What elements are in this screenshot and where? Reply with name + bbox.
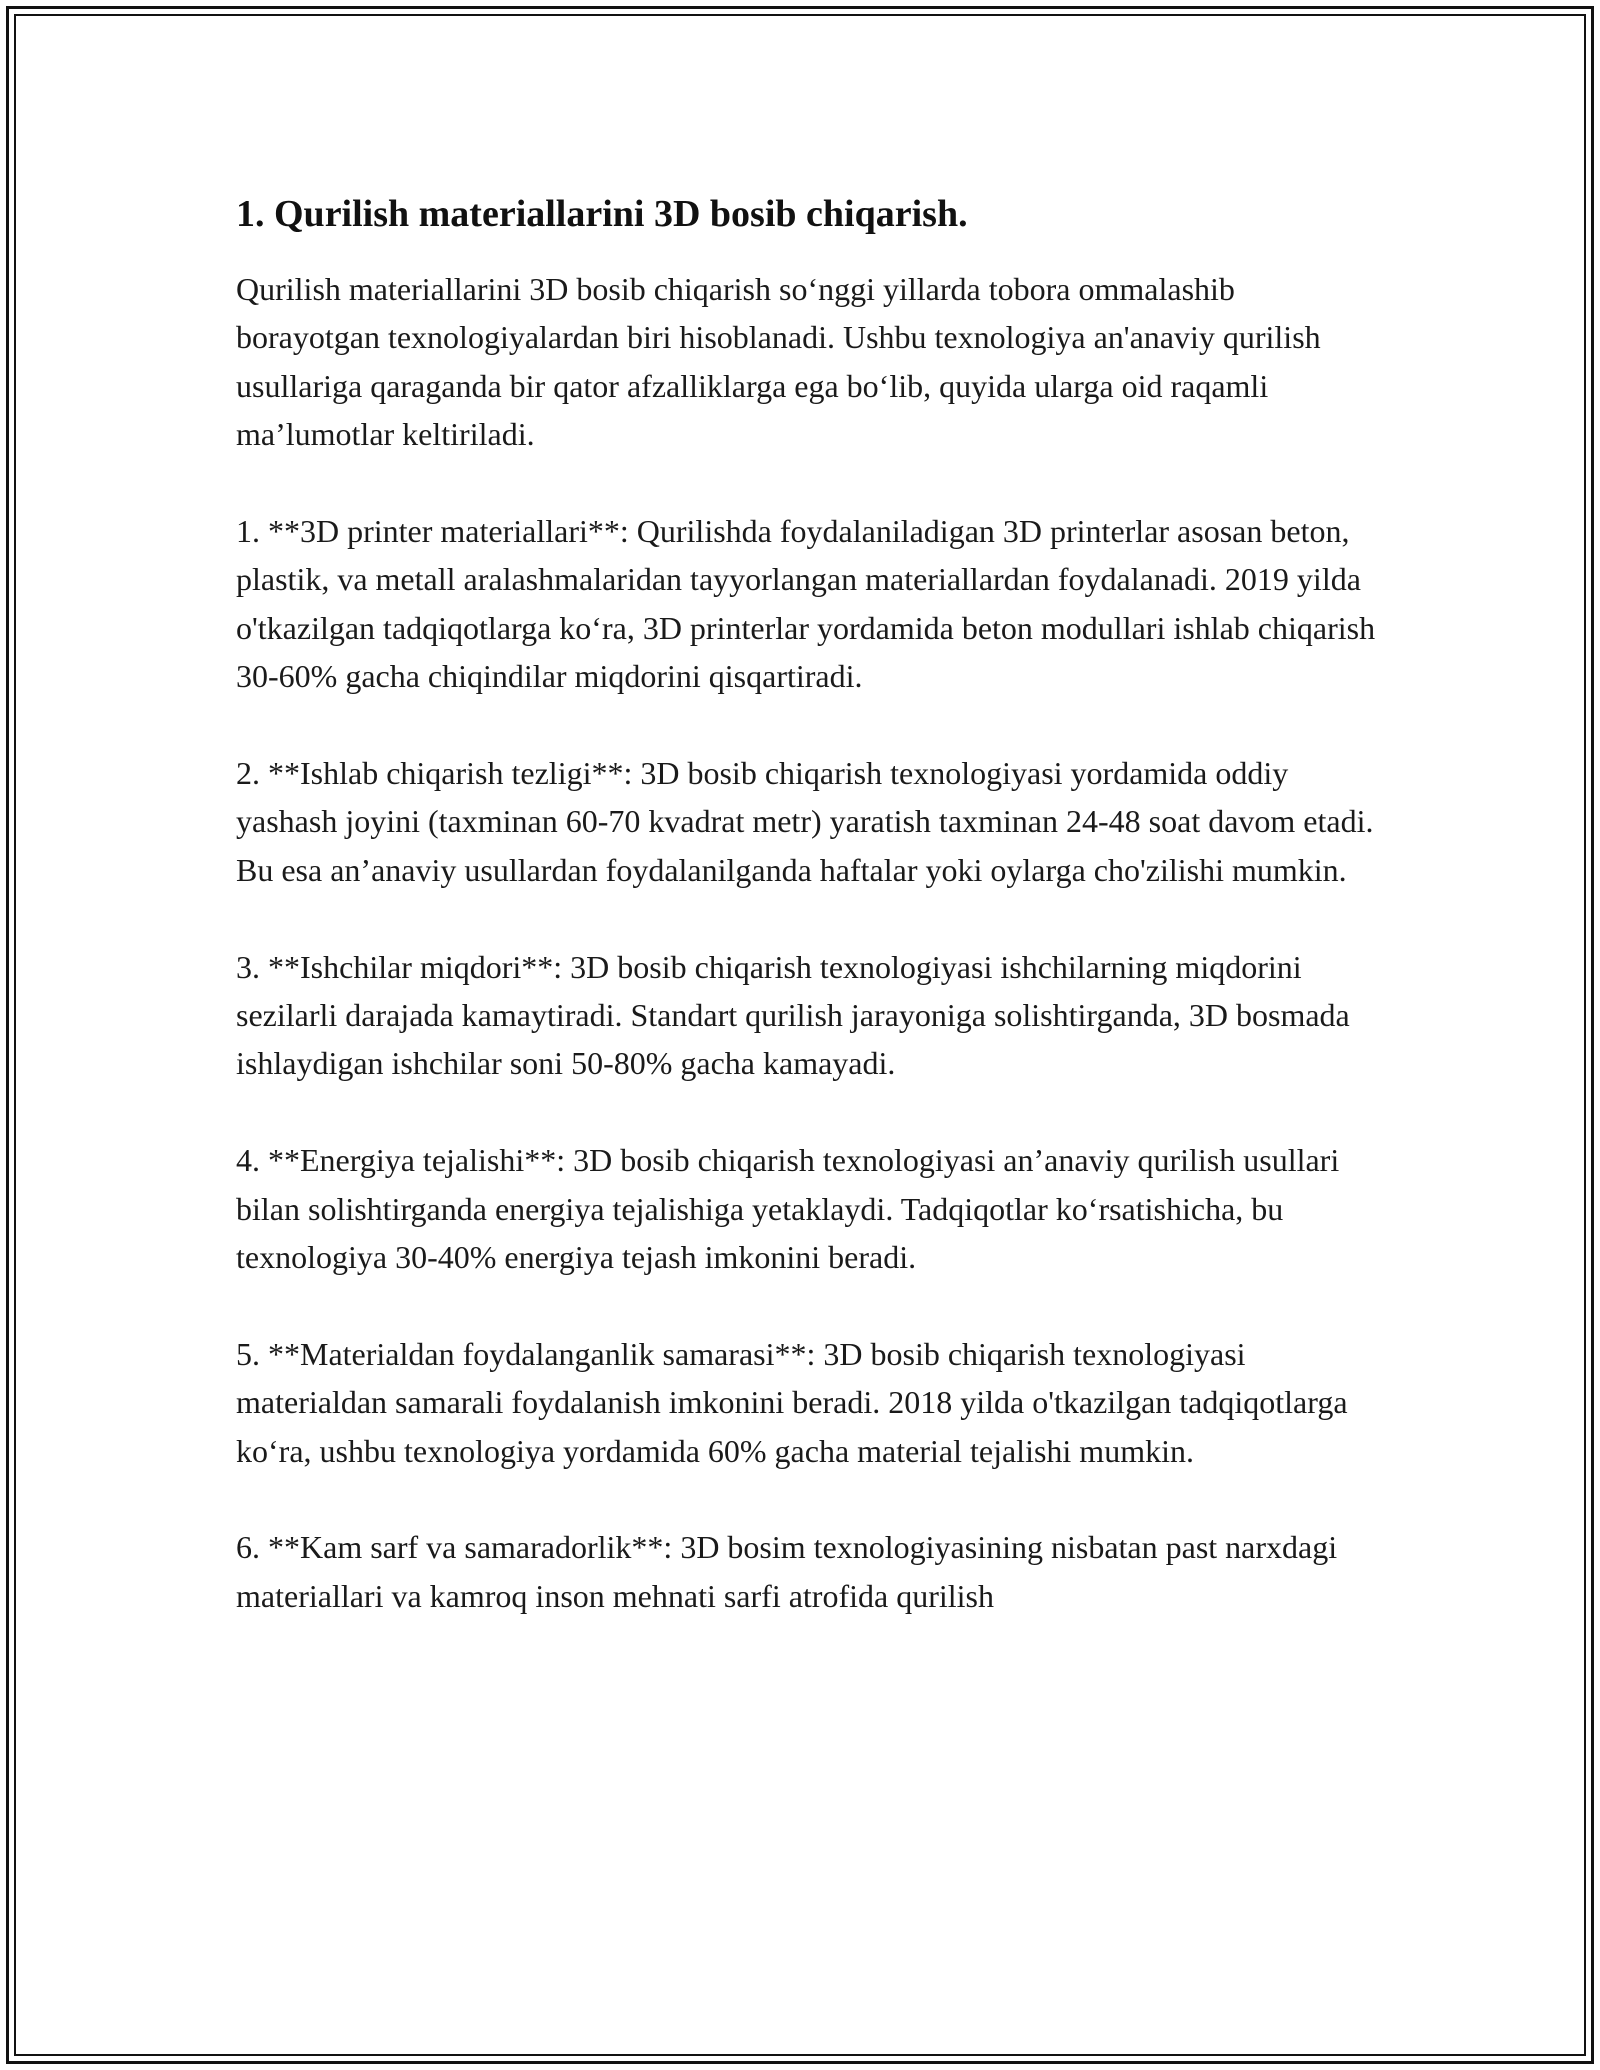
list-item-low-cost-efficiency: 6. **Kam sarf va samaradorlik**: 3D bosim texnologiyasining nisbatan past narxdagi materiallari va kamroq inson mehnati sarfi atrofida qurilish bbox=[236, 1529, 1338, 1614]
document-body bbox=[236, 190, 1376, 1620]
intro-paragraph: Qurilish materiallarini 3D bosib chiqarish so‘nggi yillarda tobora ommalashib borayotgan texnologiyalardan biri hisoblanadi. Ushbu texnologiya an'anaviy qurilish usullariga qaraganda bir qator afzalliklarga ega bo‘lib, quyida ularga oid raqamli ma’lumotlar keltiriladi. bbox=[236, 271, 1321, 453]
list-item-material-efficiency: 5. **Materialdan foydalanganlik samarasi**: 3D bosib chiqarish texnologiyasi materialdan samarali foydalanish imkonini beradi. 2018 yilda o'tkazilgan tadqiqotlarga ko‘ra, ushbu texnologiya yordamida 60% gacha material tejalishi mumkin. bbox=[236, 1335, 1348, 1469]
list-item-energy-saving: 4. **Energiya tejalishi**: 3D bosib chiqarish texnologiyasi an’anaviy qurilish usullari bilan solishtirganda energiya tejalishiga yetaklaydi. Tadqiqotlar ko‘rsatishicha, bu texnologiya 30-40% energiya tejash imkonini beradi. bbox=[236, 1142, 1340, 1276]
section-heading: 1. Qurilish materiallarini 3D bosib chiqarish. bbox=[236, 193, 968, 235]
list-item-printer-materials: 1. **3D printer materiallari**: Qurilishda foydalaniladigan 3D printerlar asosan beton, plastik, va metall aralashmalaridan tayyorlangan materiallardan foydalanadi. 2019 yilda o'tkazilgan tadqiqotlarga ko‘ra, 3D printerlar yordamida beton modullari ishlab chiqarish 30-60% gacha chiqindilar miqdorini qisqartiradi. bbox=[236, 513, 1376, 695]
list-item-production-speed: 2. **Ishlab chiqarish tezligi**: 3D bosib chiqarish texnologiyasi yordamida oddiy yashash joyini (taxminan 60-70 kvadrat metr) yaratish taxminan 24-48 soat davom etadi. Bu esa an’anaviy usullardan foydalanilganda haftalar yoki oylarga cho'zilishi mumkin. bbox=[236, 755, 1374, 888]
list-item-worker-count: 3. **Ishchilar miqdori**: 3D bosib chiqarish texnologiyasi ishchilarning miqdorini sezilarli darajada kamaytiradi. Standart qurilish jarayoniga solishtirganda, 3D bosmada ishlaydigan ishchilar soni 50-80% gacha kamayadi. bbox=[236, 948, 1350, 1082]
